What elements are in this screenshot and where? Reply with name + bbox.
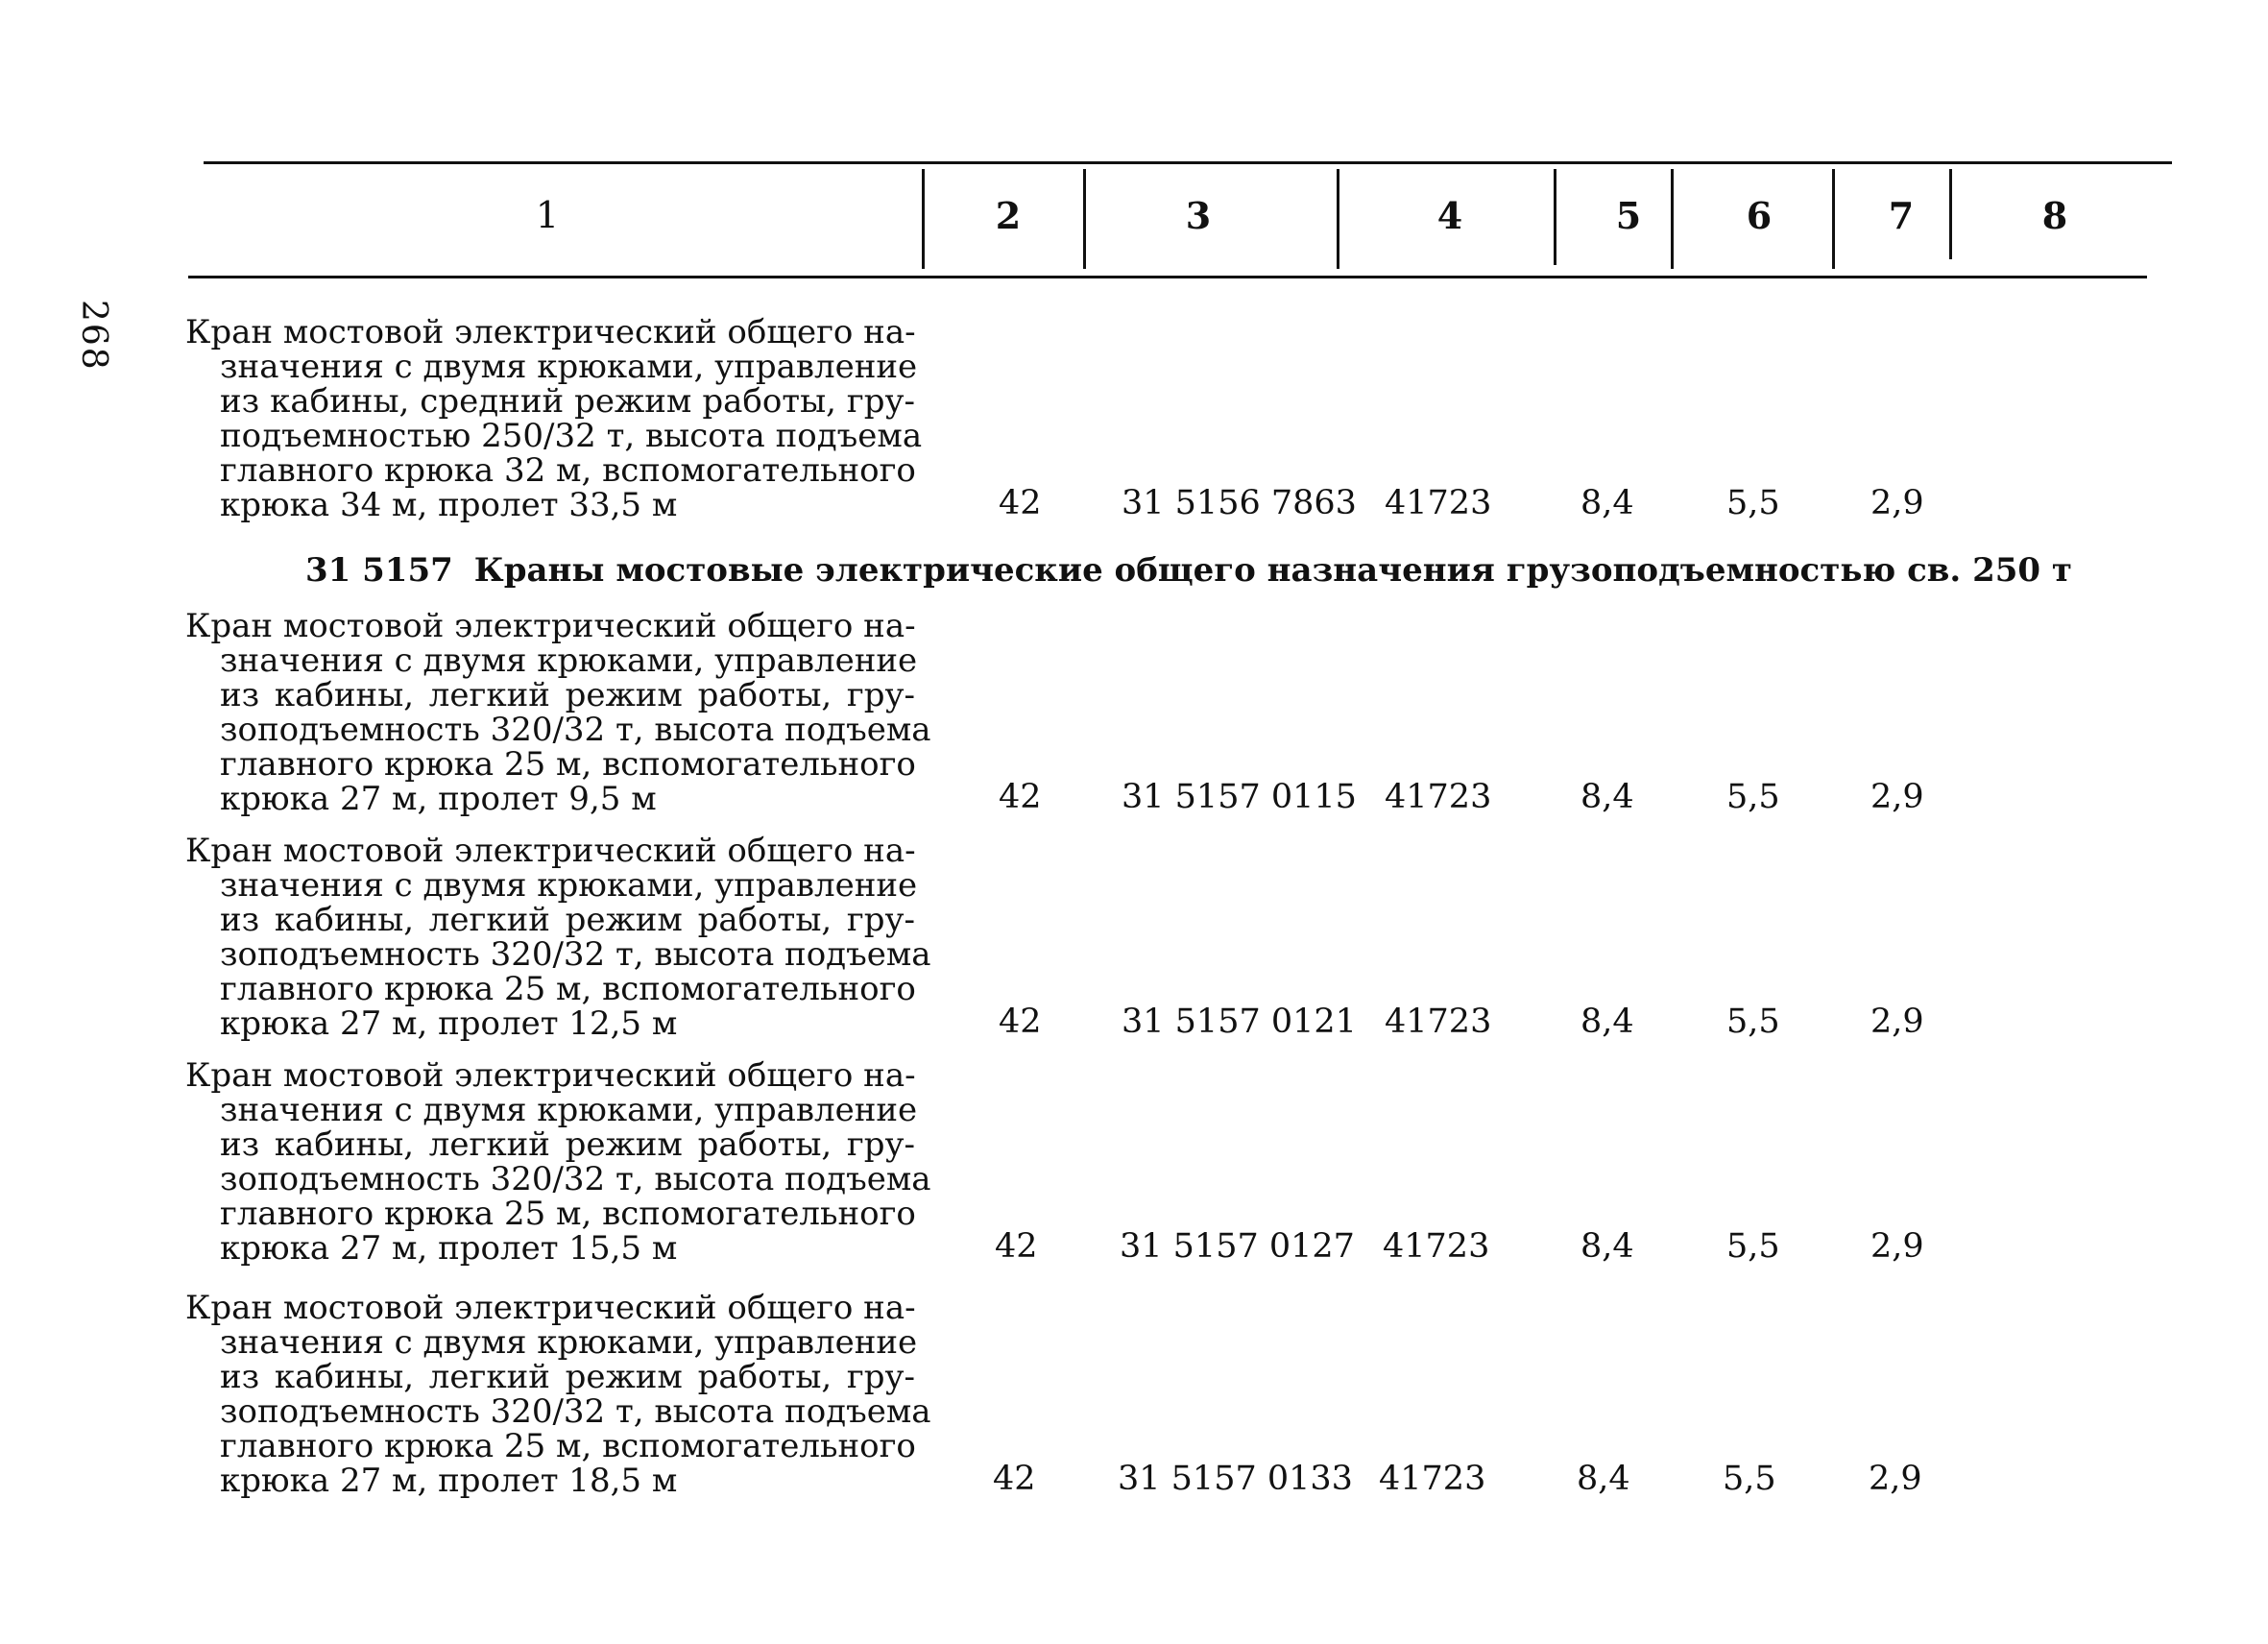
cell-col2: 42 [999, 778, 1042, 816]
desc-line: крюка 34 м, пролет 33,5 м [220, 486, 678, 524]
desc-line: значения с двумя крюками, управление [220, 641, 918, 680]
desc-line: главного крюка 32 м, вспомогательного [220, 451, 916, 490]
header-col-5: 5 [1615, 194, 1642, 237]
header-col-1: 1 [535, 194, 560, 236]
header-top-rule [204, 161, 2172, 164]
cell-col6: 5,5 [1726, 1003, 1780, 1041]
desc-line: крюка 27 м, пролет 9,5 м [220, 780, 657, 818]
header-divider [1337, 169, 1339, 269]
desc-line: зоподъемность 320/32 т, высота подъема [220, 1392, 931, 1431]
desc-line: крюка 27 м, пролет 15,5 м [220, 1229, 678, 1268]
cell-col7: 2,9 [1869, 1460, 1922, 1498]
desc-line: значения с двумя крюками, управление [220, 866, 918, 905]
row-description [185, 313, 923, 524]
cell-col5: 8,4 [1580, 778, 1634, 816]
cell-col3: 31 5156 7863 [1122, 484, 1357, 522]
desc-line: крюка 27 м, пролет 12,5 м [220, 1004, 678, 1043]
row-description [185, 1289, 931, 1500]
row-description [185, 607, 931, 818]
section-heading [305, 551, 2072, 590]
header-col-2: 2 [995, 194, 1022, 237]
header-bottom-rule [188, 276, 2147, 278]
cell-col5: 8,4 [1580, 484, 1634, 522]
cell-col2: 42 [999, 484, 1042, 522]
cell-col6: 5,5 [1723, 1460, 1776, 1498]
header-divider [1083, 169, 1086, 269]
cell-col6: 5,5 [1726, 778, 1780, 816]
desc-line: значения с двумя крюками, управление [220, 1323, 918, 1362]
header-divider [922, 169, 925, 269]
desc-line: Кран мостовой электрический общего на- [185, 1289, 916, 1327]
header-col-8: 8 [2041, 194, 2068, 237]
header-col-6: 6 [1746, 194, 1773, 237]
cell-col7: 2,9 [1870, 1003, 1924, 1041]
cell-col3: 31 5157 0115 [1122, 778, 1357, 816]
cell-col3: 31 5157 0133 [1118, 1460, 1353, 1498]
header-col-4: 4 [1436, 194, 1463, 237]
section-title: Краны мостовые электрические общего назначения грузоподъемностью св. 250 т [473, 551, 2072, 590]
header-divider [1554, 169, 1556, 265]
desc-line: крюка 27 м, пролет 18,5 м [220, 1462, 678, 1500]
desc-line: зоподъемность 320/32 т, высота подъема [220, 935, 931, 974]
page-number: 268 [74, 300, 113, 372]
desc-line: Кран мостовой электрический общего на- [185, 832, 916, 870]
header-col-3: 3 [1185, 194, 1212, 237]
header-divider [1671, 169, 1674, 269]
header-col-7: 7 [1888, 194, 1915, 237]
row-description [185, 832, 931, 1043]
cell-col2: 42 [999, 1003, 1042, 1041]
desc-line: значения с двумя крюками, управление [220, 1091, 918, 1129]
cell-col4: 41723 [1383, 1227, 1490, 1266]
cell-col6: 5,5 [1726, 484, 1780, 522]
desc-line: из кабины, легкий режим работы, гру- [220, 1358, 915, 1396]
desc-line: главного крюка 25 м, вспомогательного [220, 1195, 916, 1233]
desc-line: зоподъемность 320/32 т, высота подъема [220, 1160, 931, 1198]
cell-col5: 8,4 [1580, 1003, 1634, 1041]
cell-col4: 41723 [1385, 778, 1492, 816]
header-divider [1949, 169, 1952, 259]
cell-col4: 41723 [1385, 484, 1492, 522]
desc-line: главного крюка 25 м, вспомогательного [220, 745, 916, 784]
desc-line: из кабины, легкий режим работы, гру- [220, 676, 915, 714]
cell-col6: 5,5 [1726, 1227, 1780, 1266]
desc-line: главного крюка 25 м, вспомогательного [220, 970, 916, 1008]
header-divider [1832, 169, 1835, 269]
desc-line: Кран мостовой электрический общего на- [185, 1056, 916, 1095]
desc-line: подъемностью 250/32 т, высота подъема [220, 417, 923, 455]
cell-col7: 2,9 [1870, 1227, 1924, 1266]
cell-col2: 42 [995, 1227, 1038, 1266]
desc-line: из кабины, средний режим работы, гру- [220, 382, 915, 421]
desc-line: главного крюка 25 м, вспомогательного [220, 1427, 916, 1465]
row-description [185, 1056, 931, 1268]
desc-line: Кран мостовой электрический общего на- [185, 313, 916, 351]
desc-line: из кабины, легкий режим работы, гру- [220, 901, 915, 939]
cell-col5: 8,4 [1580, 1227, 1634, 1266]
cell-col7: 2,9 [1870, 778, 1924, 816]
cell-col3: 31 5157 0127 [1120, 1227, 1355, 1266]
cell-col2: 42 [993, 1460, 1036, 1498]
cell-col3: 31 5157 0121 [1122, 1003, 1357, 1041]
cell-col7: 2,9 [1870, 484, 1924, 522]
section-code: 31 5157 [305, 551, 453, 590]
desc-line: значения с двумя крюками, управление [220, 348, 918, 386]
cell-col4: 41723 [1379, 1460, 1486, 1498]
cell-col5: 8,4 [1577, 1460, 1630, 1498]
desc-line: зоподъемность 320/32 т, высота подъема [220, 711, 931, 749]
desc-line: Кран мостовой электрический общего на- [185, 607, 916, 645]
desc-line: из кабины, легкий режим работы, гру- [220, 1125, 915, 1164]
cell-col4: 41723 [1385, 1003, 1492, 1041]
